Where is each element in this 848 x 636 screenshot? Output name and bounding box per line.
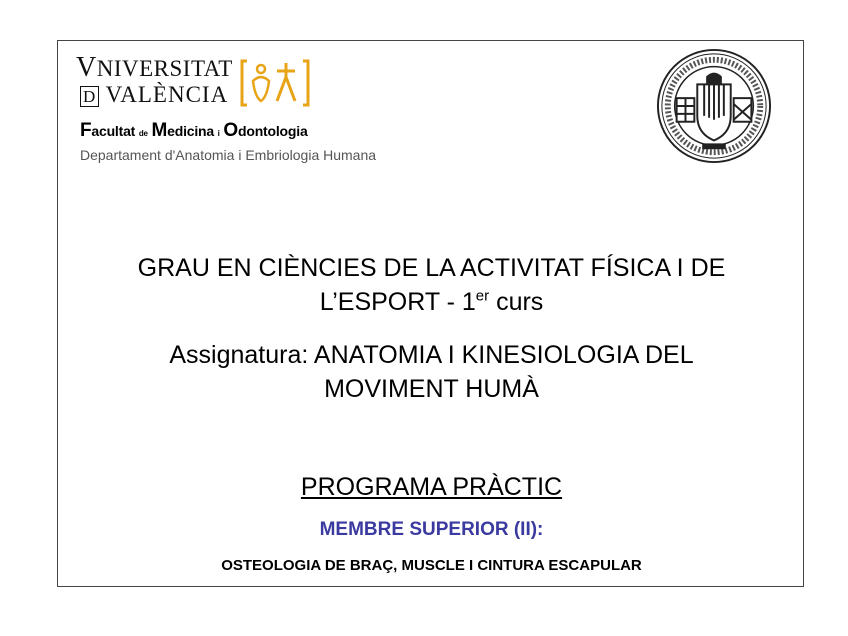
university-logo: [76, 52, 311, 110]
degree-title-line1: GRAU EN CIÈNCIES DE LA ACTIVITAT FÍSICA I DE: [137, 254, 726, 282]
university-name-line2: D VALÈNCIA: [76, 82, 233, 110]
faculty-name: Facultat de Medicina i Odontologia: [80, 120, 308, 141]
program-heading: PROGRAMA PRÀCTIC: [300, 473, 563, 501]
degree-title: [58, 251, 805, 319]
section-heading: MEMBRE SUPERIOR (II):: [319, 519, 544, 540]
subject-title: [58, 338, 805, 406]
subject-title-line1: Assignatura: ANATOMIA I KINESIOLOGIA DEL: [169, 341, 694, 369]
department-name: Departament d'Anatomia i Embriologia Humana: [80, 147, 377, 163]
subject-title-line2: MOVIMENT HUMÀ: [324, 375, 539, 403]
slide: [57, 40, 804, 587]
topic-heading: OSTEOLOGIA DE BRAÇ, MUSCLE I CINTURA ESCAPULAR: [221, 557, 642, 574]
university-logo-icon: [239, 57, 311, 109]
university-wordmark: [76, 52, 233, 110]
university-seal-icon: [655, 47, 773, 165]
university-name-line1: VNIVERSITAT: [76, 52, 233, 83]
degree-title-line2: L’ESPORT - 1er curs: [319, 287, 544, 316]
